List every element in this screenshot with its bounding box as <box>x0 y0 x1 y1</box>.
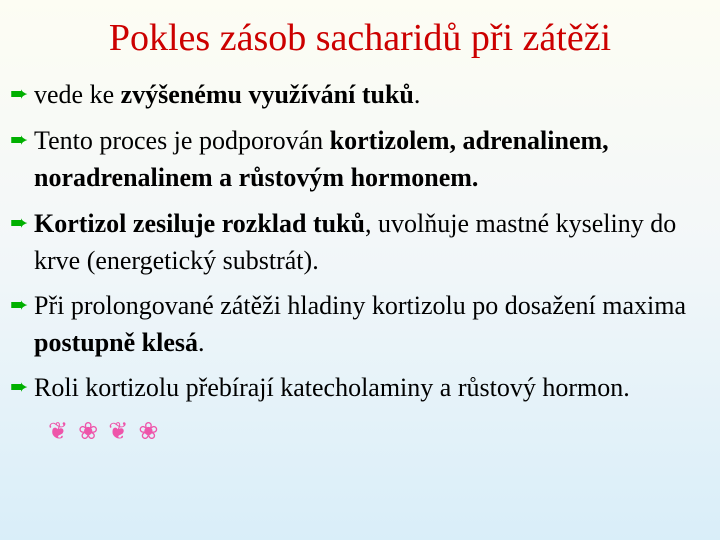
arrow-bullet-icon: ➨ <box>10 128 29 153</box>
bullet-text <box>34 373 630 445</box>
arrow-bullet-icon: ➨ <box>10 211 29 236</box>
text-segment: Při prolongované zátěži hladiny kortizolu po dosažení maxima <box>34 291 686 320</box>
bold-segment: zvýšenému využívání tuků <box>120 80 414 109</box>
ornament-row <box>48 413 168 450</box>
swirl-doodle-icon: ❀ <box>138 417 169 445</box>
text-segment: , uvolňuje mastné kyseliny do krve (energetický substrát). <box>34 209 677 275</box>
arrow-bullet-icon: ➨ <box>10 375 29 400</box>
bullet-text <box>34 291 686 357</box>
bullet-list <box>10 76 710 450</box>
text-segment: Roli kortizolu přebírají katecholaminy a růstový hormon. <box>34 373 630 402</box>
flower-doodle-icon: ❦ <box>48 417 79 445</box>
bullet-text <box>34 126 609 192</box>
text-segment: vede ke <box>34 80 121 109</box>
slide-title: Pokles zásob sacharidů při zátěži <box>108 17 612 59</box>
arrow-bullet-icon: ➨ <box>10 293 29 318</box>
bullet-item <box>10 287 710 361</box>
bold-segment: postupně klesá <box>34 328 198 357</box>
text-segment: . <box>198 328 205 357</box>
flower-doodle-icon: ❦ <box>108 417 139 445</box>
bullet-item <box>10 369 710 450</box>
bold-segment: kortizolem, adrenalinem, noradrenalinem a růstovým hormonem. <box>34 126 609 192</box>
bullet-text <box>34 80 420 109</box>
bullet-item <box>10 122 710 196</box>
bullet-item <box>10 205 710 279</box>
swirl-doodle-icon: ❀ <box>78 417 109 445</box>
text-segment: Tento proces je podporován <box>34 126 330 155</box>
bold-segment: Kortizol zesiluje rozklad tuků <box>34 209 366 238</box>
arrow-bullet-icon: ➨ <box>10 82 29 107</box>
bullet-text <box>34 209 676 275</box>
text-segment: . <box>413 80 421 109</box>
bullet-item <box>10 76 710 113</box>
